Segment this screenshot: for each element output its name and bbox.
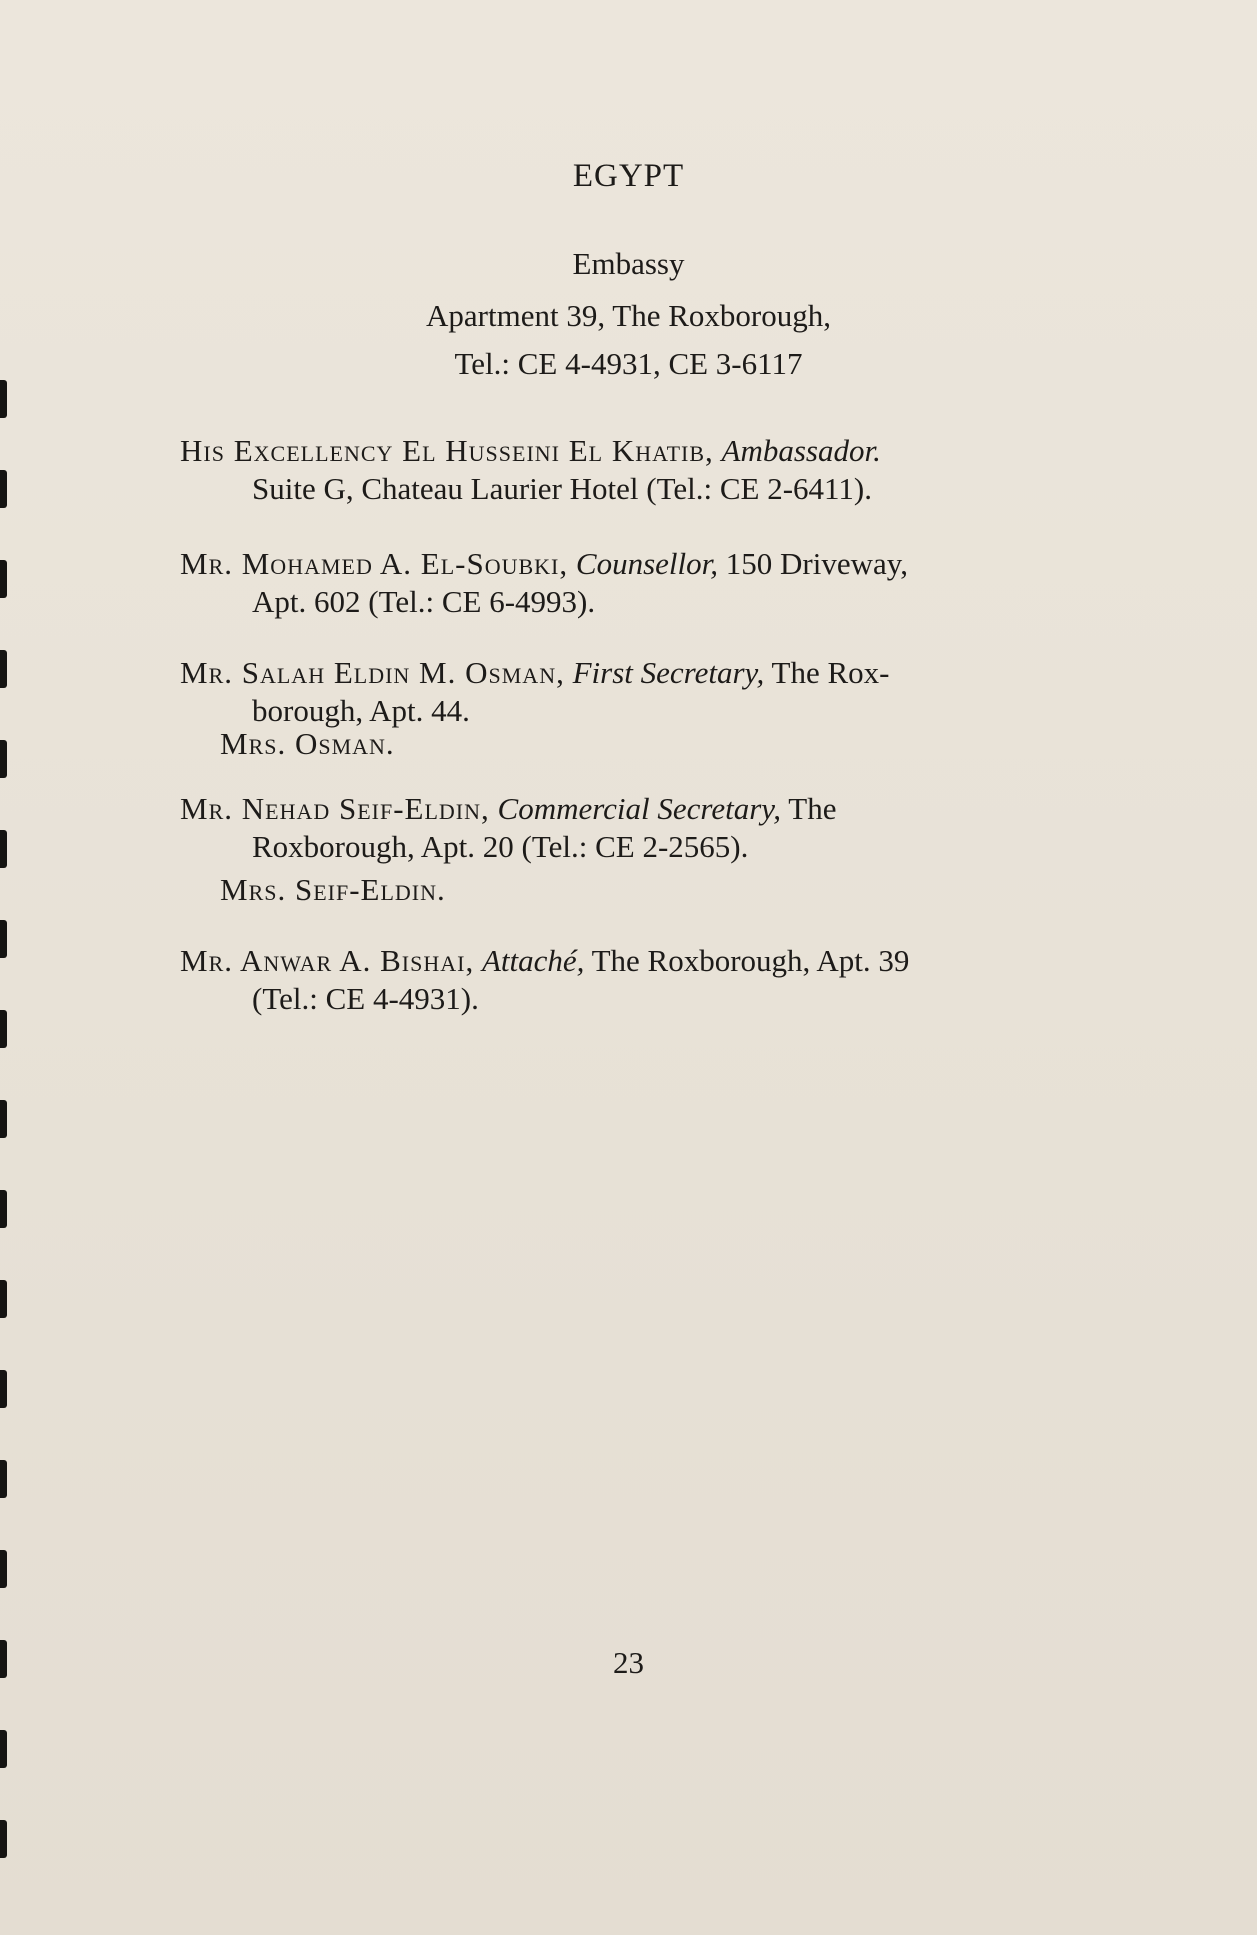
entry-ambassador <box>180 432 1100 508</box>
entry-commercial-secretary <box>180 790 1100 866</box>
entry-title: Ambassador. <box>721 433 881 468</box>
entry-name: Mr. Anwar A. Bishai, <box>180 943 475 978</box>
page-number: 23 <box>613 1645 644 1680</box>
entry-rest: The Roxborough, Apt. 39 <box>591 943 910 978</box>
entry-name: Mr. Nehad Seif-Eldin, <box>180 791 490 826</box>
entry-title: Attaché, <box>481 943 585 978</box>
entry-counsellor <box>180 545 1100 621</box>
mission-type: Embassy <box>572 246 685 281</box>
country-heading: EGYPT <box>572 158 685 194</box>
entry-name: Mr. Mohamed A. El-Soubki, <box>180 546 569 581</box>
entry-continuation: borough, Apt. 44. <box>252 693 470 728</box>
entry-name: His Excellency El Husseini El Khatib, <box>180 433 714 468</box>
entry-title: First Secretary, <box>572 655 765 690</box>
entry-continuation: Suite G, Chateau Laurier Hotel (Tel.: CE 2-6411). <box>252 471 872 506</box>
entry-name: Mr. Salah Eldin M. Osman, <box>180 655 565 690</box>
entry-continuation: Roxborough, Apt. 20 (Tel.: CE 2-2565). <box>252 829 749 864</box>
entry-rest: 150 Driveway, <box>725 546 908 581</box>
entry-attache <box>180 942 1100 1018</box>
entry-rest: The Rox- <box>771 655 890 690</box>
embassy-address: Apartment 39, The Roxborough, <box>426 298 831 333</box>
entry-first-secretary <box>180 654 1100 730</box>
entry-title: Commercial Secretary, <box>497 791 782 826</box>
spouse-name: Mrs. Seif-Eldin. <box>220 872 446 907</box>
entry-title: Counsellor, <box>575 546 718 581</box>
entry-continuation: Apt. 602 (Tel.: CE 6-4993). <box>252 584 596 619</box>
spouse-name: Mrs. Osman. <box>220 726 395 761</box>
entry-continuation: (Tel.: CE 4-4931). <box>252 981 479 1016</box>
entry-rest: The <box>788 791 837 826</box>
embassy-telephone: Tel.: CE 4-4931, CE 3-6117 <box>454 346 803 381</box>
